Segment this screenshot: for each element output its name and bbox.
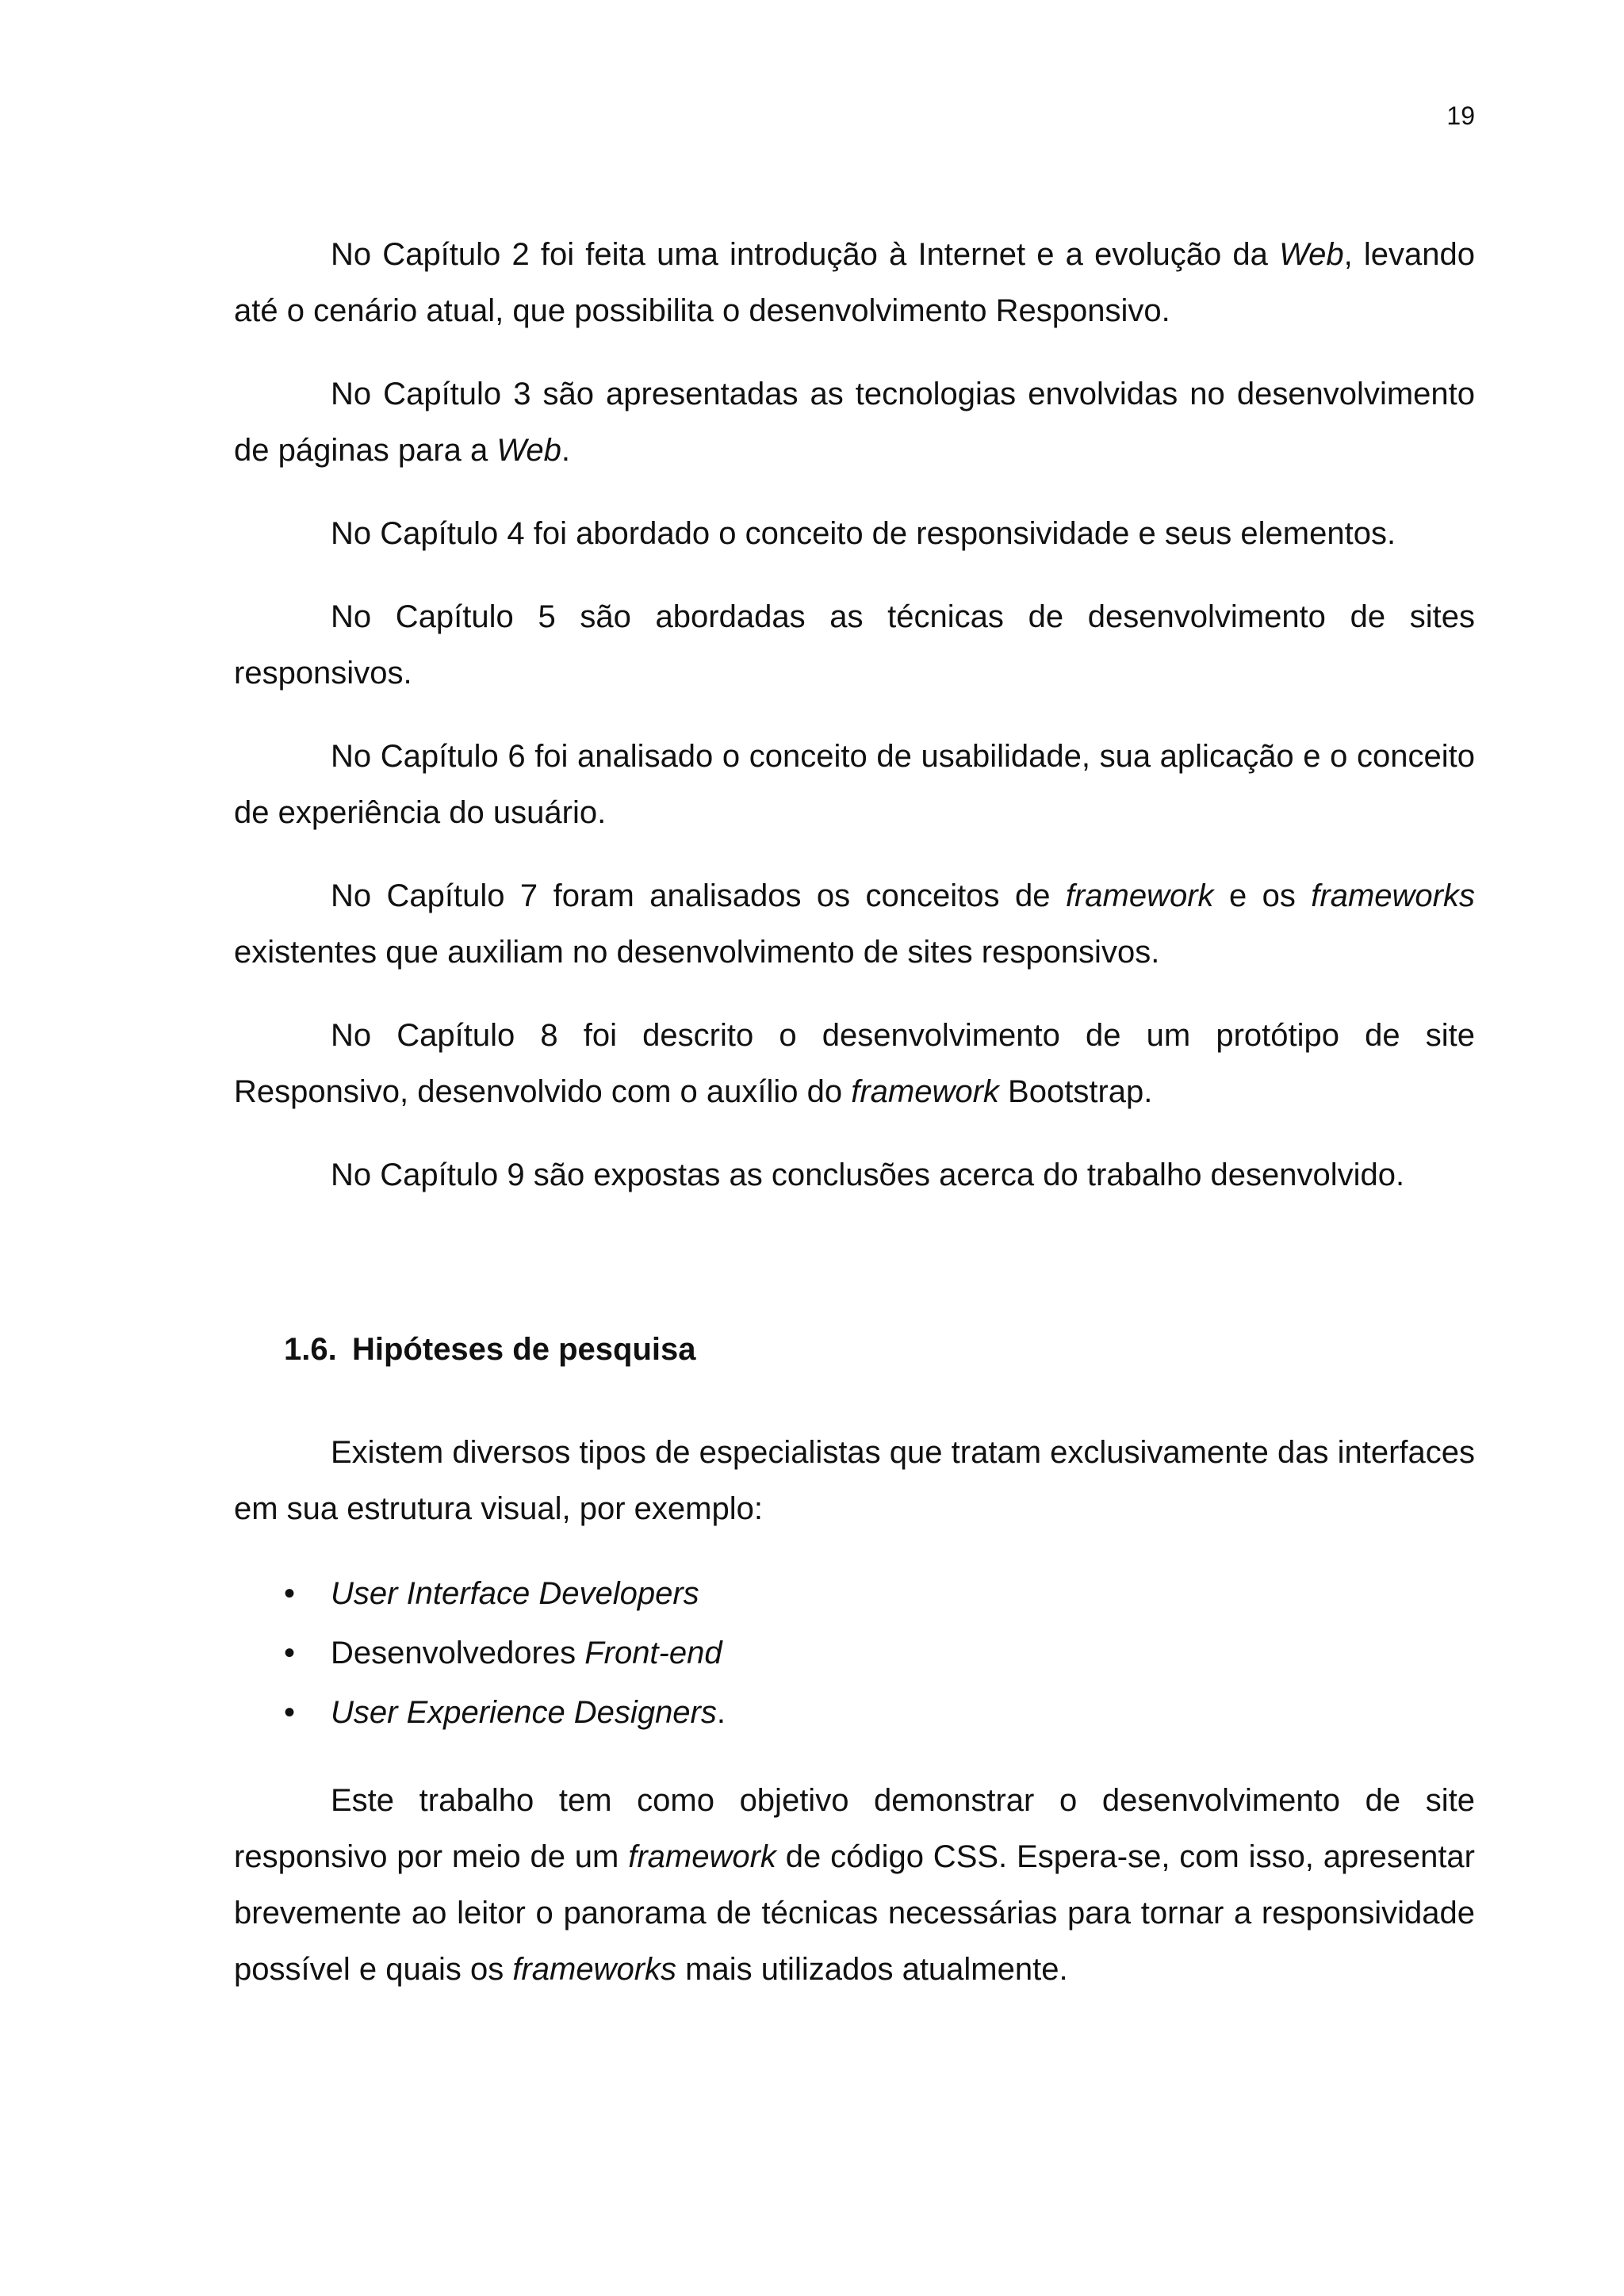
list-item-text: [331, 1695, 726, 1730]
objective-paragraph: [234, 1773, 1475, 1998]
text-segment: Existem diversos tipos de especialistas que tratam exclusivamente das interfaces em sua estrutura visual, por exemplo:: [234, 1435, 1475, 1526]
italic-text: Web: [1279, 237, 1344, 272]
text-segment: No Capítulo 7 foram analisados os conceitos de: [331, 878, 1066, 913]
text-segment: No Capítulo 5 são abordadas as técnicas de desenvolvimento de sites responsivos.: [234, 599, 1475, 691]
list-item: [234, 1624, 1475, 1683]
list-item-text: [331, 1636, 722, 1670]
text-segment: No Capítulo 9 são expostas as conclusões acerca do trabalho desenvolvido.: [331, 1158, 1405, 1192]
list-item: [234, 1564, 1475, 1624]
text-segment: existentes que auxiliam no desenvolvimento de sites responsivos.: [234, 935, 1160, 970]
text-segment: mais utilizados atualmente.: [676, 1952, 1068, 1987]
text-segment: No Capítulo 6 foi analisado o conceito de usabilidade, sua aplicação e o conceito de experiência do usuário.: [234, 739, 1475, 830]
text-segment: .: [561, 433, 571, 468]
text-segment: e os: [1213, 878, 1312, 913]
section-heading: [284, 1326, 1475, 1373]
list-item-text: [331, 1576, 699, 1611]
text-segment: No Capítulo 2 foi feita uma introdução à Internet e a evolução da: [331, 237, 1280, 272]
bullet-icon: •: [284, 1695, 296, 1730]
text-segment: No Capítulo 8 foi descrito o desenvolvimento de um protótipo de site Responsivo, desenvolvido com o auxílio do: [234, 1018, 1475, 1109]
page-number: 19: [1446, 101, 1475, 130]
italic-text: framework: [1065, 878, 1214, 913]
text-segment: .: [716, 1695, 726, 1730]
italic-text: Front-end: [584, 1636, 722, 1670]
specialist-list: [234, 1564, 1475, 1743]
section-title: Hipóteses de pesquisa: [352, 1332, 696, 1367]
text-segment: Este trabalho tem como objetivo demonstrar o desenvolvimento de site responsivo por meio de um: [234, 1783, 1475, 1874]
chapter-3-paragraph: [234, 366, 1475, 479]
text-segment: No Capítulo 4 foi abordado o conceito de responsividade e seus elementos.: [331, 516, 1396, 551]
chapter-2-paragraph: [234, 227, 1475, 339]
italic-text: framework: [851, 1074, 999, 1109]
page-body: [234, 227, 1475, 1998]
italic-text: Web: [496, 433, 561, 468]
text-segment: Desenvolvedores: [331, 1636, 585, 1670]
chapter-8-paragraph: [234, 1008, 1475, 1120]
italic-text: frameworks: [512, 1952, 677, 1987]
italic-text: framework: [628, 1839, 776, 1874]
italic-text: frameworks: [1311, 878, 1475, 913]
text-segment: No Capítulo 3 são apresentadas as tecnologias envolvidas no desenvolvimento de páginas para a: [234, 377, 1475, 468]
text-segment: , levando até o cenário atual, que possibilita o desenvolvimento Responsivo.: [234, 237, 1475, 328]
chapter-5-paragraph: [234, 589, 1475, 702]
text-segment: Bootstrap.: [998, 1074, 1153, 1109]
text-segment: de código CSS. Espera-se, com isso, apresentar brevemente ao leitor o panorama de técnicas necessárias para tornar a responsividade possível e quais os: [234, 1839, 1475, 1987]
bullet-icon: •: [284, 1576, 296, 1611]
bullet-icon: •: [284, 1636, 296, 1670]
chapter-7-paragraph: [234, 868, 1475, 981]
chapter-9-paragraph: [234, 1147, 1475, 1203]
chapter-6-paragraph: [234, 729, 1475, 841]
section-intro-paragraph: [234, 1425, 1475, 1537]
italic-text: User Experience Designers: [331, 1695, 717, 1730]
italic-text: User Interface Developers: [331, 1576, 699, 1611]
chapter-summary: [234, 227, 1475, 1203]
chapter-4-paragraph: [234, 506, 1475, 562]
section-number: 1.6.: [284, 1332, 337, 1367]
list-item: [234, 1683, 1475, 1743]
